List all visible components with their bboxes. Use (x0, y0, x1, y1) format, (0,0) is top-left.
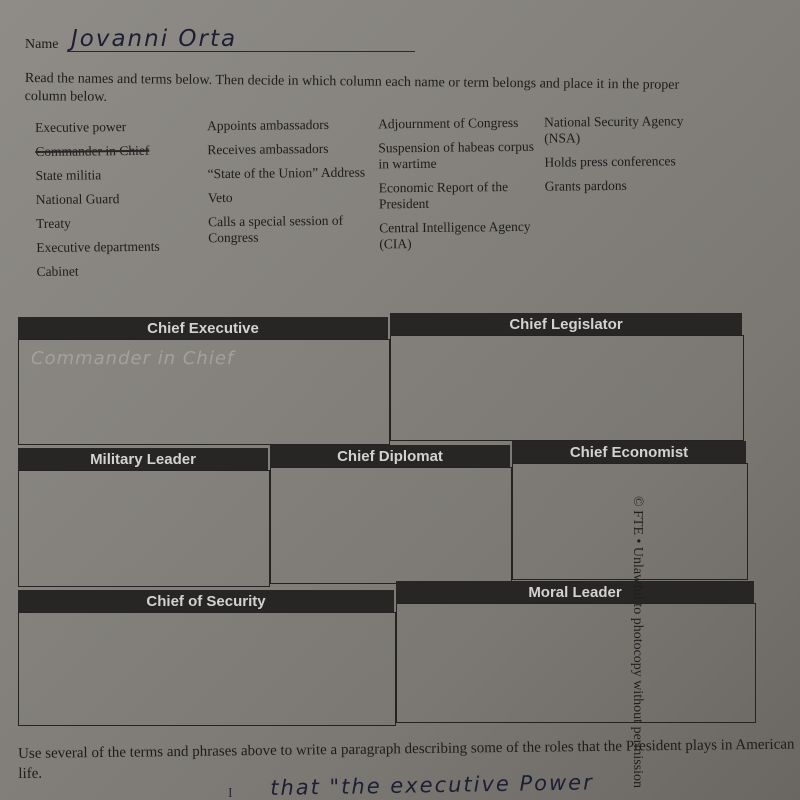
term-item: Suspension of habeas corpus in wartime (378, 138, 534, 172)
term-item: State militia (35, 167, 102, 183)
cell-chief-executive[interactable] (18, 339, 390, 445)
student-name: Jovanni Orta (71, 26, 238, 52)
header-chief-of-security: Chief of Security (18, 590, 394, 612)
header-chief-executive: Chief Executive (18, 317, 388, 339)
term-item: Central Intelligence Agency (CIA) (379, 218, 531, 252)
term-item: Veto (207, 189, 233, 206)
handwritten-answer: that "the executive Power (270, 770, 594, 800)
writing-prompt: Use several of the terms and phrases above to write a paragraph describing some of the roles that the President plays in American life. (18, 736, 795, 782)
term-item: Treaty (36, 215, 71, 231)
cell-chief-legislator[interactable] (390, 335, 744, 441)
cell-military-leader[interactable] (18, 470, 270, 587)
header-chief-legislator: Chief Legislator (390, 313, 742, 335)
term-item: Executive departments (36, 238, 160, 255)
term-item-crossed-out: Commander in Chief (35, 142, 150, 159)
header-chief-economist: Chief Economist (512, 441, 746, 463)
faint-handwritten-entry: Commander in Chief (31, 348, 235, 369)
term-item: Calls a special session of Congress (207, 212, 344, 246)
header-military-leader: Military Leader (18, 448, 268, 470)
term-item: “State of the Union” Address (207, 164, 366, 182)
term-item: National Guard (35, 191, 120, 207)
term-item: Adjournment of Congress (377, 114, 519, 132)
cell-moral-leader[interactable] (396, 603, 756, 723)
handwritten-pencil-mark: I (228, 786, 233, 800)
cell-chief-of-security[interactable] (18, 612, 396, 726)
term-item: Executive power (35, 119, 127, 135)
term-item: Cabinet (36, 263, 79, 279)
header-chief-diplomat: Chief Diplomat (270, 445, 510, 467)
term-item: Appoints ambassadors (206, 116, 330, 134)
header-moral-leader: Moral Leader (396, 581, 754, 603)
term-item: Economic Report of the President (378, 179, 509, 212)
copyright-notice: © FTE • Unlawful to photocopy without permission (630, 496, 645, 789)
term-item: Receives ambassadors (207, 140, 329, 158)
term-item: Holds press conferences (544, 153, 676, 170)
name-label: Name (25, 37, 59, 52)
term-item: Grants pardons (544, 177, 627, 194)
instructions: Read the names and terms below. Then decide in which column each name or term belongs and place it in the proper column below. (24, 70, 680, 105)
cell-chief-diplomat[interactable] (270, 467, 512, 584)
term-item: National Security Agency (NSA) (543, 113, 684, 146)
